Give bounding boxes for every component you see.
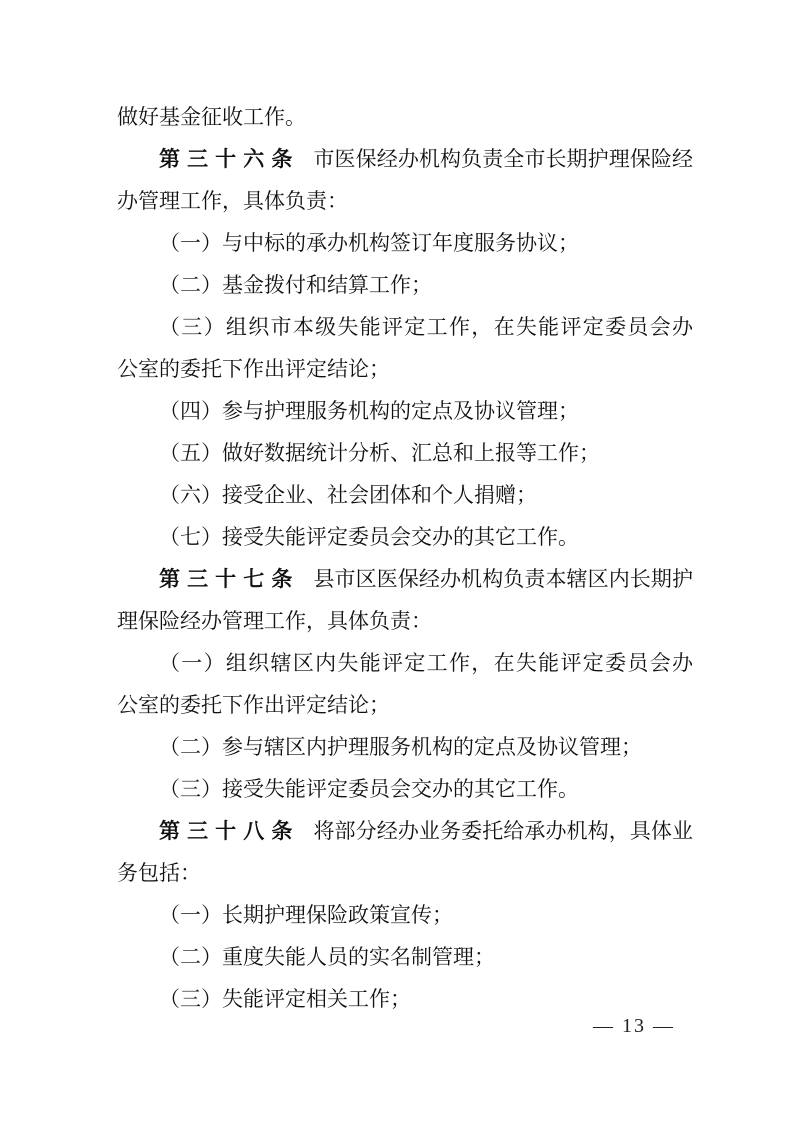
doc-line: （三）接受失能评定委员会交办的其它工作。 [159,777,579,801]
doc-line: （二）基金拨付和结算工作； [159,273,432,297]
doc-line-text: 市医保经办机构负责全市长期护理保险经 [313,147,694,171]
doc-line: （三）失能评定相关工作； [159,987,411,1011]
doc-line-text: 将部分经办业务委托给承办机构，具体业 [313,819,694,843]
article-number: 第三十六条 [159,147,300,171]
article-number: 第三十七条 [159,567,300,591]
doc-line-article-38 [117,810,693,852]
article-number: 第三十八条 [159,819,300,843]
doc-line: （二）参与辖区内护理服务机构的定点及协议管理； [159,735,642,759]
doc-line: 理保险经办管理工作，具体负责： [117,609,432,633]
document-body [117,96,693,1020]
doc-line: （七）接受失能评定委员会交办的其它工作。 [159,525,579,549]
doc-line: 务包括： [117,861,201,885]
doc-line: 公室的委托下作出评定结论； [117,693,390,717]
doc-line: （四）参与护理服务机构的定点及协议管理； [159,399,579,423]
doc-line: （一）与中标的承办机构签订年度服务协议； [159,231,579,255]
doc-line-article-36 [117,138,693,180]
doc-line: （一）长期护理保险政策宣传； [159,903,453,927]
doc-line-text: 县市区医保经办机构负责本辖区内长期护 [313,567,694,591]
doc-line: （六）接受企业、社会团体和个人捐赠； [159,483,537,507]
doc-line: （五）做好数据统计分析、汇总和上报等工作； [159,441,600,465]
doc-line: 做好基金征收工作。 [117,105,306,129]
doc-line-article-37 [117,558,693,600]
doc-line: （二）重度失能人员的实名制管理； [159,945,495,969]
doc-line: （一）组织辖区内失能评定工作，在失能评定委员会办 [159,651,693,675]
doc-line: 办管理工作，具体负责： [117,189,348,213]
doc-line: 公室的委托下作出评定结论； [117,357,390,381]
doc-line: （三）组织市本级失能评定工作，在失能评定委员会办 [159,315,693,339]
page-number: — 13 — [593,1015,675,1037]
